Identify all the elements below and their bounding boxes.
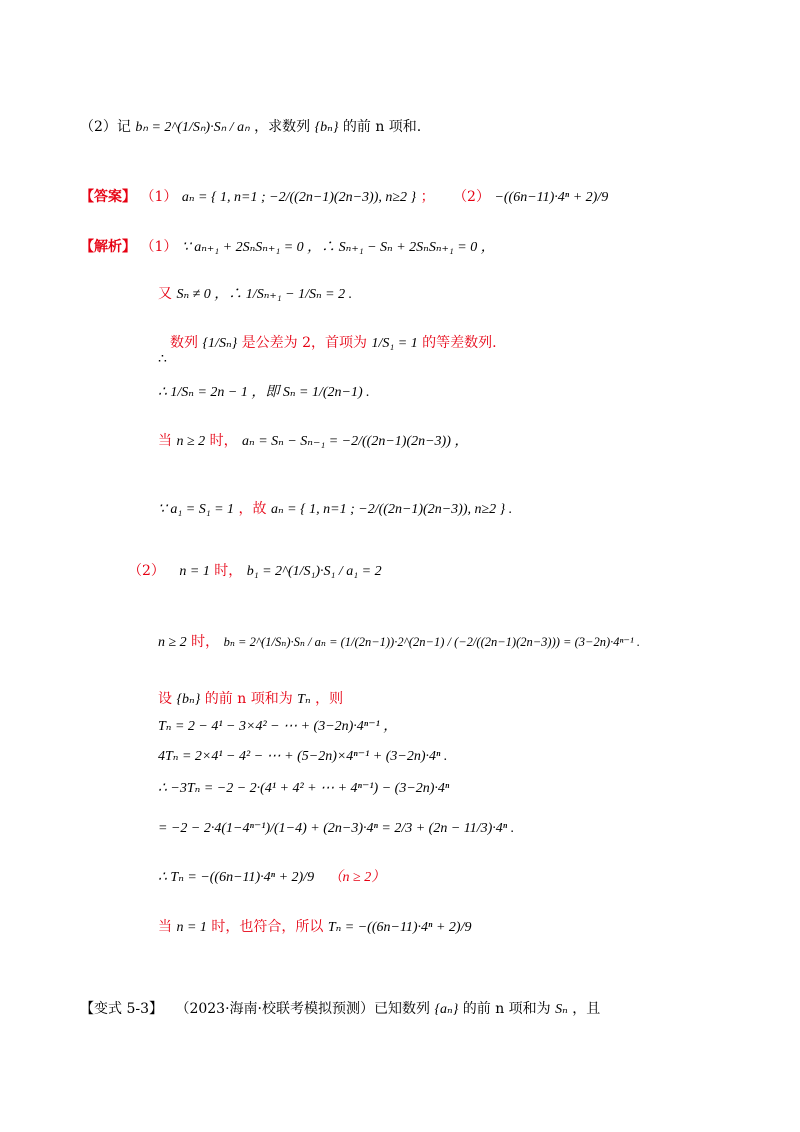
analysis-l15-tail: 时，也符合，所以 [211, 919, 324, 935]
analysis-line-1 [80, 238, 495, 257]
analysis-part2-label: （2） [128, 563, 165, 579]
analysis-l14-cond: （n ≥ 2） [328, 870, 386, 885]
analysis-l3-first: 1/S₁ = 1 [371, 336, 418, 351]
analysis-l1: ∵ aₙ₊₁ + 2SₙSₙ₊₁ = 0 ，∴ Sₙ₊₁ − Sₙ + 2SₙSₙ₊₁ = 0 ， [181, 240, 495, 255]
analysis-l5-cond: n ≥ 2 [176, 434, 206, 449]
analysis-l6-expr: aₙ = { 1, n=1 ; −2/((2n−1)(2n−3)), n≥2 } . [270, 502, 513, 517]
analysis-line-14 [158, 868, 385, 887]
variant-src: （2023·海南·校联考模拟预测）已知数列 [175, 1001, 430, 1017]
variant-tag: 【变式 5-3】 [80, 1001, 163, 1017]
analysis-l7-shi: 时， [214, 563, 243, 579]
variant-mid: 的前 n 项和为 [462, 1001, 551, 1017]
answer-line [80, 188, 608, 207]
analysis-line-10: Tₙ = 2 − 4¹ − 3×4² − ⋯ + (3−2n)·4ⁿ⁻¹ ， [158, 719, 398, 734]
analysis-line-4 [158, 383, 370, 402]
analysis-l9-b: 的前 n 项和为 [204, 691, 293, 707]
analysis-l5-shi: 时， [209, 433, 238, 449]
answer-semicolon: ； [420, 189, 435, 205]
analysis-l7-expr: b₁ = 2^(1/S₁)·S₁ / a₁ = 2 [246, 564, 382, 579]
analysis-l9-T: Tₙ [297, 692, 311, 707]
analysis-l6-gu: ，故 [238, 501, 267, 517]
variant-S: Sₙ [555, 1002, 568, 1017]
answer-part2-label: （2） [453, 189, 490, 205]
analysis-l3-seq: {1/Sₙ} [202, 336, 238, 351]
analysis-l9-a: 设 [158, 691, 172, 707]
q2-seq: {bₙ} [314, 120, 339, 135]
variant-tail: ，且 [572, 1001, 601, 1017]
analysis-line-11: 4Tₙ = 2×4¹ − 4² − ⋯ + (5−2n)×4ⁿ⁻¹ + (3−2n)·4ⁿ . [158, 749, 448, 764]
analysis-l15-expr: Tₙ = −((6n−11)·4ⁿ + 2)/9 [327, 920, 472, 935]
analysis-l2: Sₙ ≠ 0 ，∴ 1/Sₙ₊₁ − 1/Sₙ = 2 . [176, 287, 353, 302]
answer-part1-expr: aₙ = { 1, n=1 ; −2/((2n−1)(2n−3)), n≥2 } [181, 190, 417, 205]
analysis-tag: 【解析】 [80, 239, 136, 255]
analysis-line-2 [158, 285, 352, 304]
analysis-line-12: ∴ −3Tₙ = −2 − 2·(4¹ + 4² + ⋯ + 4ⁿ⁻¹) − (3−2n)·4ⁿ [158, 781, 450, 796]
answer-tag: 【答案】 [80, 189, 136, 205]
analysis-line-5 [158, 432, 468, 451]
analysis-l8-shi: 时， [191, 634, 220, 650]
analysis-l7-cond: n = 1 [179, 564, 210, 579]
analysis-l15-dang: 当 [158, 919, 172, 935]
q2-lead: （2）记 [80, 119, 131, 135]
q2-tail: 的前 n 项和. [342, 119, 422, 135]
analysis-l5-expr: aₙ = Sₙ − Sₙ₋₁ = −2/((2n−1)(2n−3)) ， [242, 434, 469, 449]
analysis-l3-tail: 的等差数列. [422, 335, 497, 351]
answer-part2-expr: −((6n−11)·4ⁿ + 2)/9 [494, 190, 609, 205]
analysis-l5-dang: 当 [158, 433, 172, 449]
analysis-line-15 [158, 918, 471, 937]
analysis-l8-cond: n ≥ 2 [158, 635, 187, 650]
question-2 [80, 118, 421, 137]
analysis-l2-you: 又 [158, 286, 172, 302]
analysis-l9-c: ，则 [315, 691, 344, 707]
variant-line [80, 1000, 600, 1019]
analysis-l3-pre: 数列 [170, 335, 198, 351]
analysis-line-6 [158, 500, 512, 519]
answer-part1-label: （1） [140, 189, 178, 205]
analysis-l9-seq: {bₙ} [176, 692, 201, 707]
analysis-line-9 [158, 690, 343, 709]
q2-mid: ，求数列 [254, 119, 311, 135]
variant-seq: {aₙ} [434, 1002, 459, 1017]
analysis-part1-label: （1） [140, 239, 178, 255]
analysis-l8-expr: bₙ = 2^(1/Sₙ)·Sₙ / aₙ = (1/(2n−1))·2^(2n−1) / (−2/((2n−1)(2n−3))) = (3−2n)·4ⁿ⁻¹ . [223, 635, 641, 649]
analysis-line-3 [158, 334, 497, 353]
analysis-l3-therefore: ∴ [158, 351, 167, 367]
analysis-l14: ∴ Tₙ = −((6n−11)·4ⁿ + 2)/9 [158, 870, 315, 885]
analysis-l3-mid: 是公差为 2，首项为 [241, 335, 368, 351]
q2-bn-definition: bₙ = 2^(1/Sₙ)·Sₙ / aₙ [135, 120, 250, 135]
analysis-l6-pre: ∵ a₁ = S₁ = 1 [158, 502, 235, 517]
analysis-line-13: = −2 − 2·4(1−4ⁿ⁻¹)/(1−4) + (2n−3)·4ⁿ = 2/3 + (2n − 11/3)·4ⁿ . [158, 821, 515, 836]
analysis-l4: ∴ 1/Sₙ = 2n − 1 ，即 Sₙ = 1/(2n−1) . [158, 385, 370, 400]
analysis-line-7 [128, 562, 382, 581]
analysis-line-8 [158, 633, 640, 652]
analysis-l15-cond: n = 1 [176, 920, 207, 935]
